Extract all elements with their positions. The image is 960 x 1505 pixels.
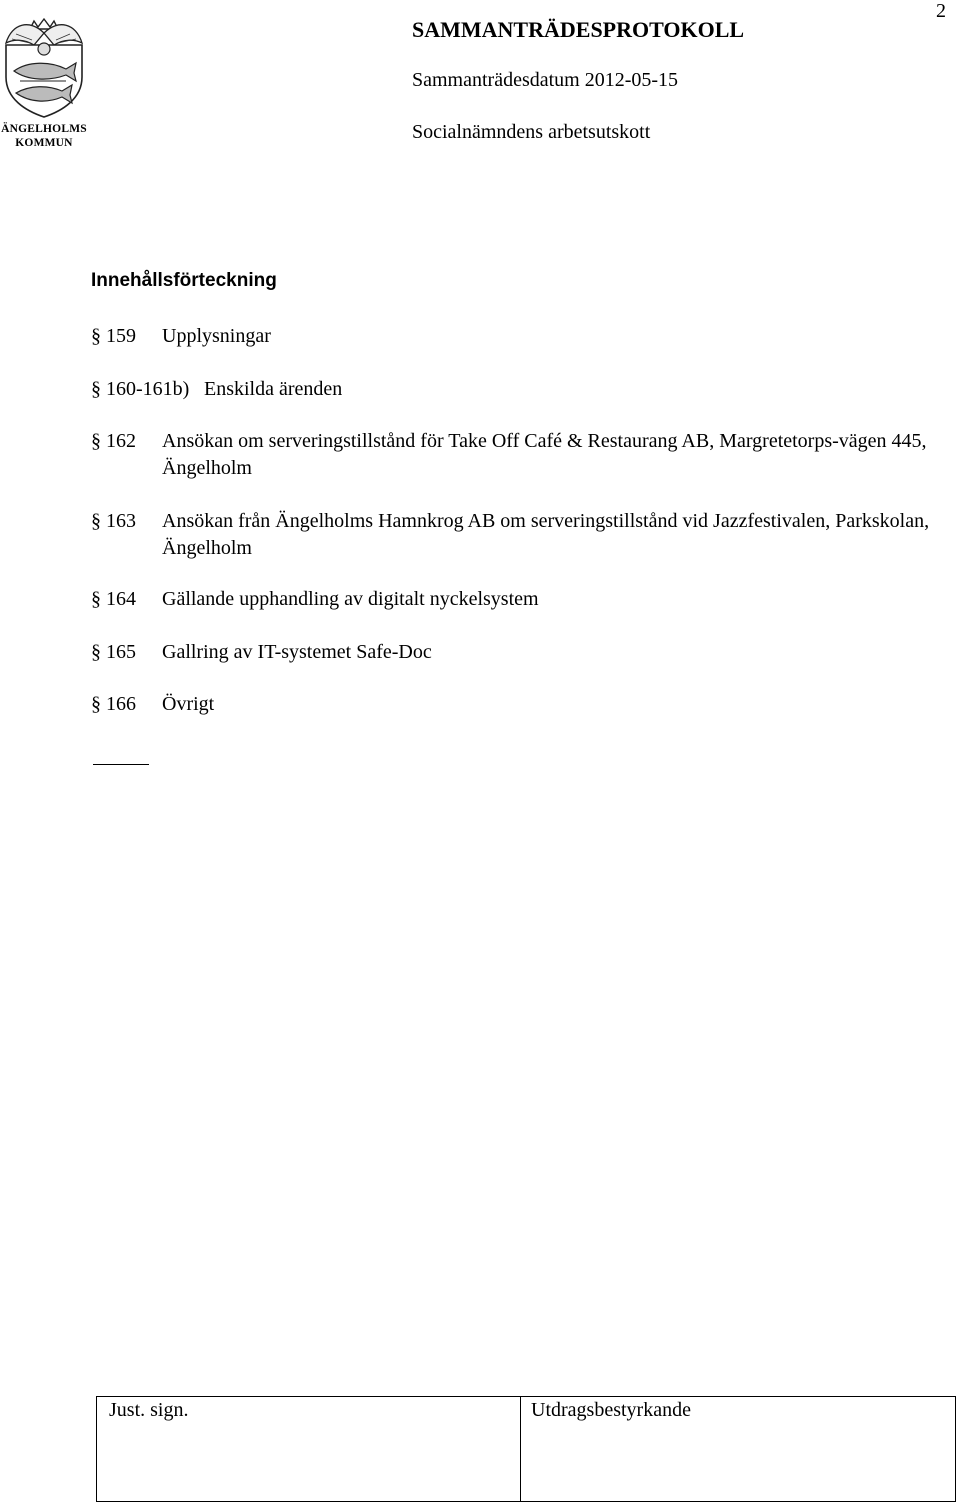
toc-item-title: Gallring av IT-systemet Safe-Doc: [162, 641, 432, 663]
toc-item-title: Övrigt: [162, 693, 215, 715]
toc-item-159: [88, 323, 928, 350]
committee-name: Socialnämndens arbetsutskott: [412, 121, 651, 143]
coat-of-arms-icon: [0, 15, 88, 120]
toc-item-164: [88, 586, 928, 613]
toc-item-163: [88, 508, 928, 562]
toc-item-165: [88, 639, 928, 666]
toc-item-160-161b: [88, 376, 928, 403]
section-symbol: §: [91, 693, 101, 715]
section-symbol: §: [91, 430, 101, 452]
toc-item-title: Enskilda ärenden: [204, 378, 343, 400]
logo-text-line2: KOMMUN: [15, 137, 73, 149]
adjuster-signature-label: Just. sign.: [109, 1399, 189, 1421]
toc-item-number: 160-161b): [106, 378, 190, 400]
toc-item-number: 163: [106, 510, 136, 532]
page-number: 2: [936, 0, 946, 22]
section-symbol: §: [91, 641, 101, 663]
document-header: [412, 16, 744, 144]
section-symbol: §: [91, 588, 101, 610]
municipality-logo: [0, 15, 88, 155]
toc-heading: Innehållsförteckning: [91, 270, 277, 291]
toc-item-number: 166: [106, 693, 136, 715]
toc-item-number: 162: [106, 430, 136, 452]
section-symbol: §: [91, 325, 101, 347]
toc-item-title: Ansökan om serveringstillstånd för Take Off Café & Restaurang AB, Margretetorps-vägen 445, Ängelholm: [162, 430, 927, 479]
toc-item-162: [88, 428, 928, 482]
toc-item-title: Upplysningar: [162, 325, 271, 347]
extract-certification-label: Utdragsbestyrkande: [531, 1399, 691, 1421]
toc-item-number: 164: [106, 588, 136, 610]
toc-item-title: Ansökan från Ängelholms Hamnkrog AB om serveringstillstånd vid Jazzfestivalen, Parkskolan, Ängelholm: [162, 510, 930, 559]
signature-box: [96, 1396, 956, 1502]
toc-item-166: [88, 691, 928, 718]
meeting-date: Sammanträdesdatum 2012-05-15: [412, 69, 679, 91]
toc-item-title: Gällande upphandling av digitalt nyckelsystem: [162, 588, 539, 610]
logo-text-line1: ÄNGELHOLMS: [1, 123, 87, 135]
toc-item-number: 165: [106, 641, 136, 663]
end-of-list-rule: [93, 764, 149, 765]
toc-item-number: 159: [106, 325, 136, 347]
document-title: SAMMANTRÄDESPROTOKOLL: [412, 17, 745, 42]
section-symbol: §: [91, 378, 101, 400]
signature-box-divider: [520, 1397, 521, 1501]
section-symbol: §: [91, 510, 101, 532]
